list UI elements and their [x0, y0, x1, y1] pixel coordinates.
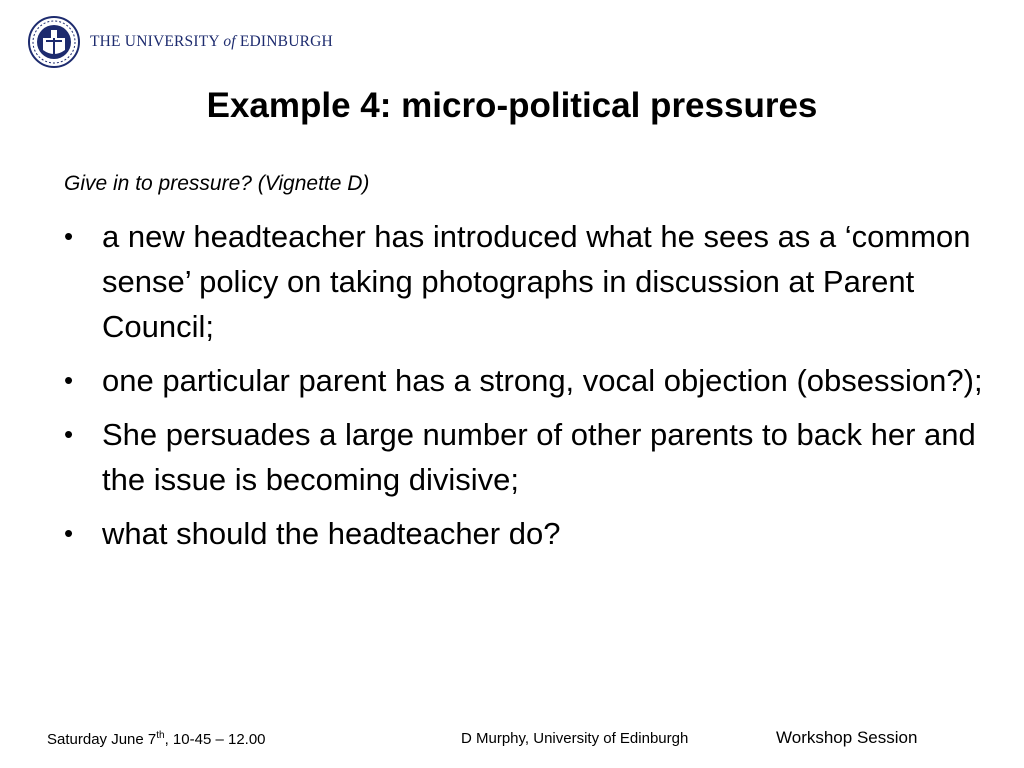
slide-title: Example 4: micro-political pressures [206, 86, 818, 125]
bullet-text: She persuades a large number of other parents to back her and the issue is becoming divisive; [102, 417, 976, 497]
footer-date [47, 730, 266, 748]
footer-session: Workshop Session [776, 728, 918, 747]
university-name-prefix: THE UNIVERSITY [90, 33, 220, 50]
footer-date-suffix: , 10-45 – 12.00 [164, 731, 266, 748]
bullet-icon: • [64, 221, 74, 251]
bullet-text: what should the headteacher do? [102, 516, 561, 551]
university-name-suffix: EDINBURGH [239, 33, 333, 50]
footer-author: D Murphy, University of Edinburgh [461, 730, 689, 747]
bullet-text: a new headteacher has introduced what he sees as a ‘common sense’ policy on taking photographs in discussion at Parent Council; [102, 219, 971, 344]
footer-date-prefix: Saturday June 7 [47, 731, 157, 748]
bullet-item [64, 511, 984, 556]
university-crest-icon [28, 16, 80, 68]
bullet-item [64, 214, 984, 349]
footer-date-sup: th [156, 730, 165, 741]
bullet-text: one particular parent has a strong, vocal objection (obsession?); [102, 363, 983, 398]
bullet-item [64, 358, 984, 403]
bullet-list [64, 214, 984, 565]
slide-subtitle: Give in to pressure? (Vignette D) [64, 172, 370, 195]
bullet-icon: • [64, 365, 74, 395]
university-logo [28, 16, 333, 68]
university-name-of: of [223, 33, 236, 50]
bullet-item [64, 412, 984, 502]
university-name [90, 33, 333, 51]
bullet-icon: • [64, 518, 74, 548]
bullet-icon: • [64, 419, 74, 449]
